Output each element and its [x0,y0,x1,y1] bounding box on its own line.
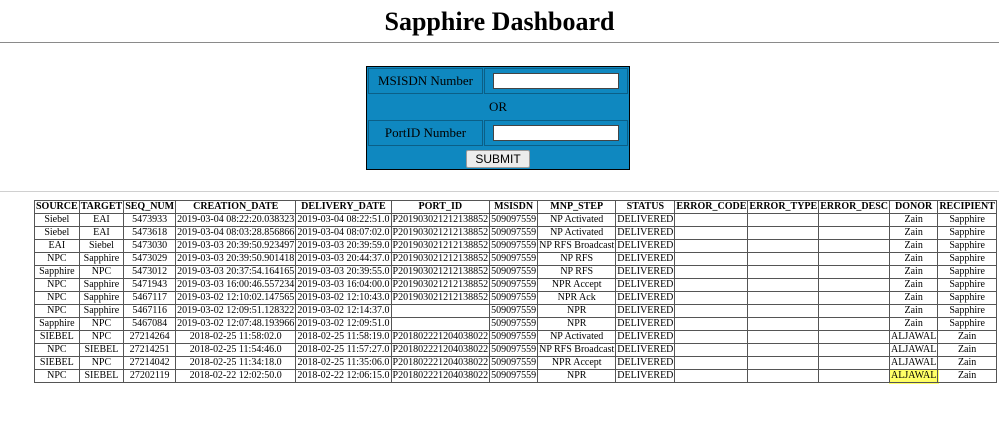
cell-error-type [748,240,819,253]
column-header-source: SOURCE [36,201,78,212]
table-row [35,279,997,292]
cell-donor: ALJAWAL [891,344,937,355]
cell-error-type [748,266,819,279]
cell-status: DELIVERED [617,214,674,225]
portid-label: PortID Number [368,120,483,146]
column-header-creation-date: CREATION_DATE [176,201,296,214]
cell-status: DELIVERED [617,253,674,264]
cell-error-code [675,240,748,253]
cell-error-desc [819,253,890,266]
cell-msisdn: 509097559 [491,227,537,238]
cell-error-desc [819,370,890,383]
cell-port-id: P201903021212138852 [392,292,489,303]
cell-error-type [748,331,819,344]
cell-error-desc [819,279,890,292]
cell-creation-date: 2019-03-02 12:10:02.147565 [177,292,295,303]
table-row [35,305,997,318]
cell-port-id: P201903021212138852 [392,240,489,251]
cell-delivery-date: 2019-03-04 08:07:02.0 [297,227,390,238]
cell-msisdn: 509097559 [491,331,537,342]
cell-error-desc [819,305,890,318]
cell-donor: Zain [890,279,938,292]
cell-port-id: P201903021212138852 [392,227,489,238]
cell-msisdn: 509097559 [491,370,537,381]
cell-recipient: Zain [938,331,997,344]
cell-port-id: P201802221204038022 [392,331,489,342]
cell-mnp-step: NPR [538,318,616,331]
cell-status: DELIVERED [617,227,674,238]
column-header-error-code: ERROR_CODE [676,201,747,212]
cell-creation-date: 2018-02-25 11:54:46.0 [176,344,296,357]
cell-msisdn: 509097559 [491,357,537,368]
cell-creation-date: 2018-02-22 12:02:50.0 [176,370,296,383]
cell-port-id [391,305,490,318]
table-row [35,318,997,331]
cell-error-type [748,292,819,305]
cell-error-desc [819,344,890,357]
cell-mnp-step: NPR [538,305,616,318]
cell-delivery-date: 2019-03-02 12:10:43.0 [297,292,390,303]
cell-msisdn: 509097559 [491,214,537,225]
cell-port-id: P201802221204038022 [392,344,489,355]
cell-target: Sapphire [79,253,124,266]
cell-delivery-date: 2019-03-03 20:44:37.0 [297,253,390,264]
cell-donor: Zain [890,318,938,331]
cell-recipient: Sapphire [938,253,997,266]
cell-target: NPC [79,266,124,279]
cell-error-type [748,357,819,370]
cell-mnp-step: NP RFS Broadcast [539,240,615,251]
cell-creation-date: 2019-03-03 20:39:50.901418 [177,253,295,264]
cell-status: DELIVERED [617,292,674,303]
cell-error-desc [819,331,890,344]
cell-creation-date: 2018-02-25 11:34:18.0 [176,357,296,370]
column-header-port-id: PORT_ID [391,201,490,214]
cell-target: NPC [79,318,124,331]
cell-mnp-step: NP Activated [538,227,616,240]
cell-donor: Zain [890,266,938,279]
table-row [35,214,997,227]
cell-delivery-date: 2019-03-02 12:09:51.0 [297,318,390,329]
column-header-status: STATUS [616,201,675,214]
cell-seq-num: 27214042 [124,357,176,370]
cell-donor: Zain [890,214,938,227]
cell-target: NPC [79,357,124,370]
cell-error-desc [819,292,890,305]
cell-delivery-date: 2018-02-25 11:58:19.0 [297,331,390,342]
search-form [366,66,630,170]
cell-error-desc [819,240,890,253]
column-header-recipient: RECIPIENT [939,201,995,212]
cell-creation-date: 2019-03-03 20:37:54.164165 [177,266,295,277]
cell-recipient: Sapphire [938,227,997,240]
cell-seq-num: 5467084 [124,318,176,331]
cell-delivery-date: 2019-03-03 20:39:59.0 [297,240,390,251]
cell-status: DELIVERED [617,305,674,316]
cell-error-desc [819,266,890,279]
cell-delivery-date: 2019-03-03 16:04:00.0 [297,279,390,290]
table-row [35,370,997,383]
cell-mnp-step: NPR Ack [538,292,616,305]
column-header-target: TARGET [80,201,123,212]
cell-error-desc [819,357,890,370]
cell-mnp-step: NP RFS [538,266,616,279]
cell-seq-num: 5471943 [124,279,176,292]
table-header-row [35,201,997,214]
cell-error-code [675,318,748,331]
cell-recipient: Zain [938,357,997,370]
cell-mnp-step: NPR [538,370,616,383]
cell-target: EAI [79,227,124,240]
cell-msisdn: 509097559 [491,344,537,355]
cell-creation-date: 2019-03-02 12:07:48.193966 [177,318,295,329]
table-row [35,266,997,279]
cell-seq-num: 5473030 [124,240,176,253]
cell-target: Sapphire [79,279,124,292]
column-header-mnp-step: MNP_STEP [538,201,616,214]
cell-port-id: P201903021212138852 [392,253,489,264]
cell-status: DELIVERED [617,240,674,251]
cell-seq-num: 5467117 [124,292,176,305]
cell-recipient: Sapphire [938,292,997,305]
table-row [35,357,997,370]
cell-delivery-date: 2018-02-25 11:57:27.0 [297,344,390,355]
cell-recipient: Sapphire [938,266,997,279]
cell-error-desc [819,227,890,240]
cell-creation-date: 2019-03-04 08:03:28.856866 [177,227,295,238]
cell-error-desc [819,214,890,227]
cell-error-code [675,331,748,344]
cell-status: DELIVERED [617,357,674,368]
cell-error-type [748,318,819,331]
cell-mnp-step: NP Activated [538,331,616,344]
cell-recipient: Zain [938,370,997,383]
cell-error-code [675,370,748,383]
cell-seq-num: 5473012 [124,266,176,279]
page-title: Sapphire Dashboard [384,7,615,36]
cell-target: SIEBEL [79,344,124,357]
cell-source: NPC [35,305,80,318]
cell-source: NPC [35,344,80,357]
table-body [35,214,997,383]
cell-creation-date: 2019-03-03 20:39:50.923497 [177,240,295,251]
cell-msisdn: 509097559 [491,305,537,316]
cell-seq-num: 5467116 [124,305,176,318]
cell-source: EAI [35,240,80,253]
cell-error-code [675,344,748,357]
cell-error-type [748,253,819,266]
cell-msisdn: 509097559 [491,240,537,251]
cell-msisdn: 509097559 [491,253,537,264]
submit-button[interactable]: SUBMIT [466,150,529,168]
column-header-donor: DONOR [890,201,938,214]
cell-error-code [675,292,748,305]
cell-donor: ALJAWAL [891,331,937,342]
column-header-msisdn: MSISDN [490,201,538,214]
cell-error-type [748,370,819,383]
header-divider [0,42,999,43]
column-header-delivery-date: DELIVERY_DATE [296,201,391,214]
table-row [35,331,997,344]
cell-status: DELIVERED [617,266,674,277]
cell-error-code [675,279,748,292]
cell-donor: Zain [890,240,938,253]
cell-seq-num: 5473933 [124,214,176,227]
cell-error-type [748,214,819,227]
cell-port-id: P201903021212138852 [392,266,489,277]
cell-port-id: P201903021212138852 [392,279,489,290]
cell-seq-num: 5473029 [124,253,176,266]
cell-error-type [748,279,819,292]
table-row [35,344,997,357]
cell-donor: ALJAWAL [891,357,937,368]
table-row [35,227,997,240]
column-header-error-desc: ERROR_DESC [820,201,889,212]
table-row [35,292,997,305]
cell-error-code [675,266,748,279]
cell-error-type [748,227,819,240]
cell-error-type [748,344,819,357]
cell-msisdn: 509097559 [491,292,537,303]
cell-error-code [675,227,748,240]
cell-mnp-step: NPR Accept [538,279,616,292]
cell-donor: ALJAWAL [891,370,937,381]
cell-error-code [675,357,748,370]
cell-error-type [748,305,819,318]
cell-status: DELIVERED [617,370,674,381]
cell-recipient: Sapphire [938,279,997,292]
cell-mnp-step: NP Activated [538,214,616,227]
column-header-error-type: ERROR_TYPE [749,201,818,212]
cell-port-id: P201802221204038022 [392,370,489,381]
cell-msisdn: 509097559 [491,279,537,290]
cell-delivery-date: 2019-03-04 08:22:51.0 [297,214,390,225]
cell-source: Siebel [35,214,80,227]
cell-source: Siebel [35,227,80,240]
cell-recipient: Sapphire [938,240,997,253]
cell-donor: Zain [890,253,938,266]
cell-source: SIEBEL [35,357,80,370]
cell-port-id [391,318,490,331]
cell-seq-num: 27202119 [124,370,176,383]
cell-delivery-date: 2018-02-25 11:35:06.0 [297,357,390,368]
cell-recipient: Sapphire [938,214,997,227]
cell-target: SIEBEL [79,370,124,383]
or-separator: OR [488,99,508,114]
cell-delivery-date: 2018-02-22 12:06:15.0 [297,370,390,381]
cell-error-desc [819,318,890,331]
cell-target: EAI [79,214,124,227]
cell-mnp-step: NP RFS [538,253,616,266]
cell-port-id: P201903021212138852 [392,214,489,225]
cell-creation-date: 2019-03-04 08:22:20.038323 [177,214,295,225]
cell-mnp-step: NP RFS Broadcast [539,344,615,355]
results-table [34,200,997,383]
cell-status: DELIVERED [617,318,674,329]
cell-status: DELIVERED [617,279,674,290]
cell-delivery-date: 2019-03-03 20:39:55.0 [297,266,390,277]
cell-source: NPC [35,292,80,305]
cell-status: DELIVERED [617,344,674,355]
cell-seq-num: 5473618 [124,227,176,240]
cell-seq-num: 27214264 [124,331,176,344]
msisdn-label: MSISDN Number [368,68,483,94]
cell-status: DELIVERED [617,331,674,342]
cell-delivery-date: 2019-03-02 12:14:37.0 [297,305,390,316]
cell-donor: Zain [890,305,938,318]
cell-mnp-step: NPR Accept [538,357,616,370]
column-header-seq-num: SEQ_NUM [125,201,175,212]
cell-donor: Zain [890,227,938,240]
cell-recipient: Sapphire [938,305,997,318]
cell-recipient: Sapphire [938,318,997,331]
cell-target: Sapphire [79,305,124,318]
cell-port-id: P201802221204038022 [392,357,489,368]
portid-input[interactable] [493,125,619,141]
cell-target: Sapphire [79,292,124,305]
cell-source: NPC [35,253,80,266]
cell-creation-date: 2019-03-02 12:09:51.128322 [177,305,295,316]
cell-msisdn: 509097559 [491,266,537,277]
cell-donor: Zain [890,292,938,305]
table-row [35,240,997,253]
cell-source: NPC [35,279,80,292]
cell-creation-date: 2018-02-25 11:58:02.0 [176,331,296,344]
cell-seq-num: 27214251 [124,344,176,357]
cell-error-code [675,253,748,266]
cell-error-code [675,305,748,318]
cell-source: Sapphire [35,318,80,331]
cell-error-code [675,214,748,227]
cell-msisdn: 509097559 [491,318,537,329]
table-row [35,253,997,266]
cell-target: NPC [79,331,124,344]
cell-target: Siebel [79,240,124,253]
section-divider [0,191,999,192]
cell-creation-date: 2019-03-03 16:00:46.557234 [177,279,295,290]
msisdn-input[interactable] [493,73,619,89]
cell-source: Sapphire [35,266,80,279]
cell-recipient: Zain [938,344,997,357]
cell-source: NPC [35,370,80,383]
cell-source: SIEBEL [35,331,80,344]
